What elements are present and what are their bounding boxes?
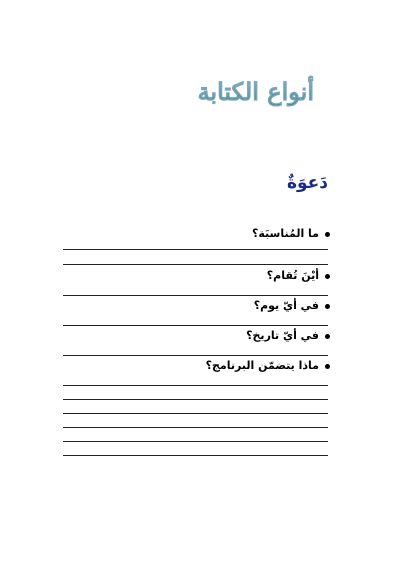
- section-heading: دَعوَةٌ: [286, 173, 328, 193]
- answer-line[interactable]: [63, 295, 328, 296]
- page-title: [190, 70, 320, 114]
- answer-line[interactable]: [63, 399, 328, 400]
- answer-line[interactable]: [63, 427, 328, 428]
- bullet-dot-icon: [325, 304, 330, 309]
- bullet-dot-icon: [325, 364, 330, 369]
- question-text: في أيّ يوم؟: [253, 299, 319, 312]
- answer-line[interactable]: [63, 355, 328, 356]
- page-title-art: [190, 70, 320, 114]
- bullet-dot-icon: [325, 232, 330, 237]
- answer-line[interactable]: [63, 455, 328, 456]
- answer-line[interactable]: [63, 413, 328, 414]
- question-text: ما المُناسبَة؟: [251, 227, 319, 240]
- question-item: [254, 298, 330, 314]
- question-item: [246, 328, 330, 344]
- question-text: ماذا يتضمّن البرنامج؟: [205, 359, 319, 372]
- answer-line[interactable]: [63, 385, 328, 386]
- answer-line[interactable]: [63, 441, 328, 442]
- question-text: في أيّ تاريخ؟: [246, 329, 319, 342]
- question-text: أيْنَ تُقام؟: [266, 269, 319, 282]
- question-item: [267, 268, 330, 284]
- bullet-dot-icon: [325, 274, 330, 279]
- answer-line[interactable]: [63, 264, 328, 265]
- page-title-text: أنواع الكتابة: [197, 77, 314, 106]
- question-item: [252, 226, 330, 242]
- question-item: [206, 358, 330, 374]
- answer-line[interactable]: [63, 325, 328, 326]
- bullet-dot-icon: [325, 334, 330, 339]
- answer-line[interactable]: [63, 249, 328, 250]
